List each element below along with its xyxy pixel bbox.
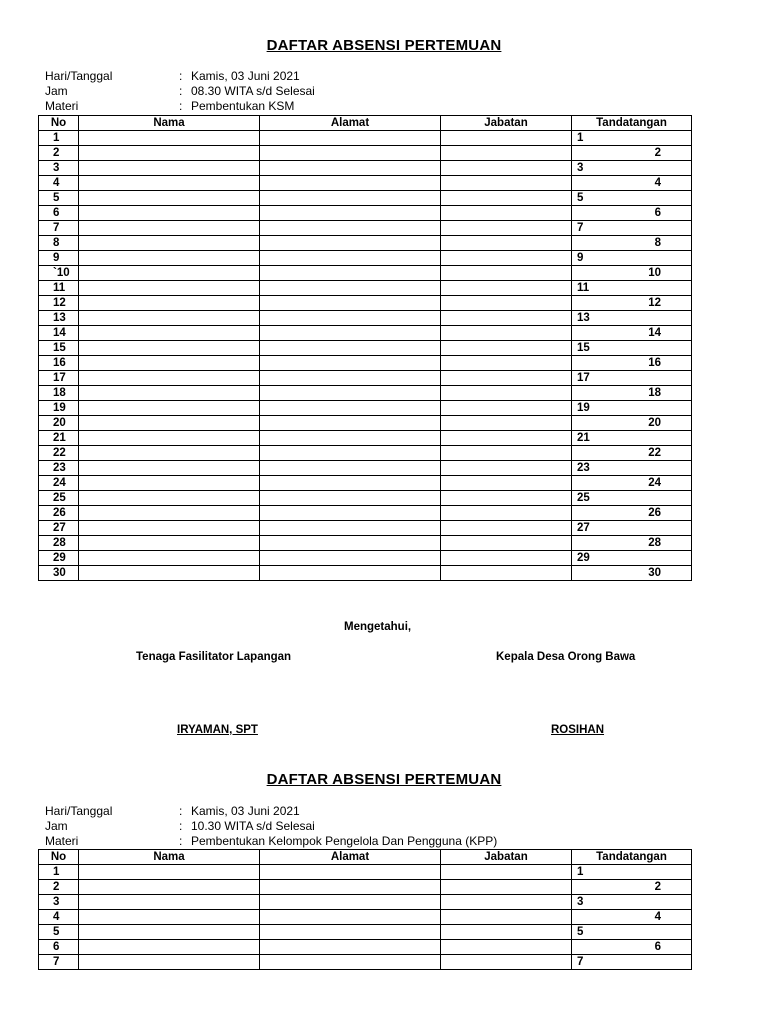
nama-cell <box>79 296 260 311</box>
nama-cell <box>79 191 260 206</box>
table-row <box>39 446 692 461</box>
signature-cell: 3 <box>572 161 692 176</box>
alamat-cell <box>260 401 441 416</box>
signature-cell: 5 <box>572 925 692 940</box>
signature-cell: 8 <box>572 236 692 251</box>
alamat-cell <box>260 146 441 161</box>
row-number: 20 <box>39 416 79 431</box>
signature-cell: 4 <box>572 176 692 191</box>
signature-cell: 29 <box>572 551 692 566</box>
alamat-cell <box>260 551 441 566</box>
page-title-second: DAFTAR ABSENSI PERTEMUAN <box>266 771 502 788</box>
meta-row-topic <box>45 99 294 114</box>
meta-colon: : <box>179 69 183 83</box>
signature-cell: 6 <box>572 206 692 221</box>
alamat-cell <box>260 865 441 880</box>
table-row <box>39 431 692 446</box>
table-row <box>39 311 692 326</box>
right-signer-role: Kepala Desa Orong Bawa <box>496 651 636 663</box>
meta-row-time <box>45 819 315 834</box>
jabatan-cell <box>441 416 572 431</box>
header-nama: Nama <box>79 850 260 865</box>
jabatan-cell <box>441 880 572 895</box>
signature-cell: 1 <box>572 131 692 146</box>
alamat-cell <box>260 371 441 386</box>
header-tandatangan: Tandatangan <box>572 116 692 131</box>
alamat-cell <box>260 461 441 476</box>
jabatan-cell <box>441 326 572 341</box>
signature-cell: 28 <box>572 536 692 551</box>
row-number: 22 <box>39 446 79 461</box>
meta-colon: : <box>179 84 183 98</box>
row-number: 6 <box>39 206 79 221</box>
table-row <box>39 386 692 401</box>
alamat-cell <box>260 176 441 191</box>
nama-cell <box>79 461 260 476</box>
alamat-cell <box>260 506 441 521</box>
nama-cell <box>79 146 260 161</box>
nama-cell <box>79 326 260 341</box>
nama-cell <box>79 910 260 925</box>
table-row <box>39 191 692 206</box>
nama-cell <box>79 431 260 446</box>
jabatan-cell <box>441 161 572 176</box>
jabatan-cell <box>441 401 572 416</box>
row-number: 9 <box>39 251 79 266</box>
meta-colon: : <box>179 804 183 818</box>
meta-value: Pembentukan Kelompok Pengelola Dan Pengguna (KPP) <box>191 834 498 848</box>
jabatan-cell <box>441 521 572 536</box>
signature-cell: 23 <box>572 461 692 476</box>
table-row <box>39 865 692 880</box>
row-number: 5 <box>39 191 79 206</box>
jabatan-cell <box>441 221 572 236</box>
table-row <box>39 281 692 296</box>
header-nama: Nama <box>79 116 260 131</box>
nama-cell <box>79 221 260 236</box>
row-number: 19 <box>39 401 79 416</box>
table-row <box>39 356 692 371</box>
nama-cell <box>79 401 260 416</box>
alamat-cell <box>260 446 441 461</box>
header-tandatangan: Tandatangan <box>572 850 692 865</box>
meta-value: Kamis, 03 Juni 2021 <box>191 804 300 818</box>
alamat-cell <box>260 476 441 491</box>
table-row <box>39 206 692 221</box>
alamat-cell <box>260 221 441 236</box>
nama-cell <box>79 131 260 146</box>
signature-cell: 16 <box>572 356 692 371</box>
header-alamat: Alamat <box>260 116 441 131</box>
signature-cell: 19 <box>572 401 692 416</box>
jabatan-cell <box>441 341 572 356</box>
signature-cell: 3 <box>572 895 692 910</box>
alamat-cell <box>260 925 441 940</box>
table-row <box>39 176 692 191</box>
row-number: 27 <box>39 521 79 536</box>
meta-label: Materi <box>45 99 79 113</box>
row-number: 28 <box>39 536 79 551</box>
alamat-cell <box>260 491 441 506</box>
row-number: 15 <box>39 341 79 356</box>
nama-cell <box>79 311 260 326</box>
table-row <box>39 326 692 341</box>
jabatan-cell <box>441 311 572 326</box>
row-number: 13 <box>39 311 79 326</box>
meta-label: Jam <box>45 84 68 98</box>
jabatan-cell <box>441 461 572 476</box>
nama-cell <box>79 281 260 296</box>
jabatan-cell <box>441 940 572 955</box>
nama-cell <box>79 536 260 551</box>
row-number: 4 <box>39 176 79 191</box>
nama-cell <box>79 251 260 266</box>
row-number: `10 <box>39 266 79 281</box>
alamat-cell <box>260 341 441 356</box>
meta-label: Jam <box>45 819 68 833</box>
table-row <box>39 131 692 146</box>
signature-cell: 7 <box>572 221 692 236</box>
table-row <box>39 296 692 311</box>
jabatan-cell <box>441 491 572 506</box>
table-row <box>39 461 692 476</box>
nama-cell <box>79 386 260 401</box>
row-number: 5 <box>39 925 79 940</box>
meta-value: Kamis, 03 Juni 2021 <box>191 69 300 83</box>
nama-cell <box>79 566 260 581</box>
signature-cell: 15 <box>572 341 692 356</box>
meta-colon: : <box>179 834 183 848</box>
nama-cell <box>79 266 260 281</box>
meta-colon: : <box>179 99 183 113</box>
table-row <box>39 521 692 536</box>
jabatan-cell <box>441 146 572 161</box>
header-jabatan: Jabatan <box>441 850 572 865</box>
nama-cell <box>79 925 260 940</box>
jabatan-cell <box>441 551 572 566</box>
row-number: 3 <box>39 161 79 176</box>
row-number: 4 <box>39 910 79 925</box>
meta-value: 08.30 WITA s/d Selesai <box>191 84 315 98</box>
header-no: No <box>39 850 79 865</box>
alamat-cell <box>260 416 441 431</box>
jabatan-cell <box>441 895 572 910</box>
alamat-cell <box>260 281 441 296</box>
table-row <box>39 940 692 955</box>
row-number: 23 <box>39 461 79 476</box>
jabatan-cell <box>441 236 572 251</box>
row-number: 7 <box>39 955 79 970</box>
table-row <box>39 251 692 266</box>
jabatan-cell <box>441 431 572 446</box>
table-row <box>39 266 692 281</box>
alamat-cell <box>260 131 441 146</box>
alamat-cell <box>260 296 441 311</box>
jabatan-cell <box>441 910 572 925</box>
table-row <box>39 341 692 356</box>
alamat-cell <box>260 955 441 970</box>
table-row <box>39 476 692 491</box>
nama-cell <box>79 161 260 176</box>
signature-cell: 10 <box>572 266 692 281</box>
alamat-cell <box>260 161 441 176</box>
signature-cell: 18 <box>572 386 692 401</box>
signature-cell: 12 <box>572 296 692 311</box>
row-number: 1 <box>39 865 79 880</box>
signature-cell: 20 <box>572 416 692 431</box>
signature-cell: 1 <box>572 865 692 880</box>
signature-cell: 25 <box>572 491 692 506</box>
table-row <box>39 371 692 386</box>
nama-cell <box>79 955 260 970</box>
jabatan-cell <box>441 251 572 266</box>
jabatan-cell <box>441 206 572 221</box>
signature-cell: 7 <box>572 955 692 970</box>
jabatan-cell <box>441 386 572 401</box>
table-row <box>39 910 692 925</box>
left-signer-role: Tenaga Fasilitator Lapangan <box>136 651 292 663</box>
meta-colon: : <box>179 819 183 833</box>
nama-cell <box>79 940 260 955</box>
row-number: 29 <box>39 551 79 566</box>
nama-cell <box>79 880 260 895</box>
nama-cell <box>79 895 260 910</box>
alamat-cell <box>260 236 441 251</box>
jabatan-cell <box>441 865 572 880</box>
jabatan-cell <box>441 446 572 461</box>
nama-cell <box>79 491 260 506</box>
signature-cell: 22 <box>572 446 692 461</box>
row-number: 21 <box>39 431 79 446</box>
nama-cell <box>79 521 260 536</box>
alamat-cell <box>260 251 441 266</box>
table-row <box>39 536 692 551</box>
row-number: 8 <box>39 236 79 251</box>
table-row <box>39 161 692 176</box>
page-title: DAFTAR ABSENSI PERTEMUAN <box>266 37 502 54</box>
nama-cell <box>79 446 260 461</box>
alamat-cell <box>260 326 441 341</box>
signature-cell: 5 <box>572 191 692 206</box>
meta-row-date <box>45 804 300 819</box>
alamat-cell <box>260 191 441 206</box>
alamat-cell <box>260 940 441 955</box>
nama-cell <box>79 506 260 521</box>
table-row <box>39 401 692 416</box>
alamat-cell <box>260 311 441 326</box>
header-jabatan: Jabatan <box>441 116 572 131</box>
signature-cell: 2 <box>572 146 692 161</box>
jabatan-cell <box>441 371 572 386</box>
meta-label: Materi <box>45 834 79 848</box>
row-number: 2 <box>39 146 79 161</box>
nama-cell <box>79 865 260 880</box>
signature-cell: 14 <box>572 326 692 341</box>
table-row <box>39 506 692 521</box>
alamat-cell <box>260 566 441 581</box>
signature-cell: 13 <box>572 311 692 326</box>
meta-label: Hari/Tanggal <box>45 69 113 83</box>
attendance-table <box>38 115 692 581</box>
meta-row-topic <box>45 834 497 849</box>
signature-cell: 21 <box>572 431 692 446</box>
jabatan-cell <box>441 131 572 146</box>
left-signer-name: IRYAMAN, SPT <box>177 724 258 736</box>
table-row <box>39 895 692 910</box>
nama-cell <box>79 416 260 431</box>
table-row <box>39 146 692 161</box>
alamat-cell <box>260 521 441 536</box>
table-row <box>39 925 692 940</box>
jabatan-cell <box>441 925 572 940</box>
attendance-table-second <box>38 849 692 970</box>
table-row <box>39 955 692 970</box>
signature-cell: 4 <box>572 910 692 925</box>
signature-cell: 26 <box>572 506 692 521</box>
jabatan-cell <box>441 176 572 191</box>
signature-cell: 2 <box>572 880 692 895</box>
meta-row-time <box>45 84 315 99</box>
row-number: 1 <box>39 131 79 146</box>
row-number: 2 <box>39 880 79 895</box>
row-number: 25 <box>39 491 79 506</box>
table-row <box>39 416 692 431</box>
signature-cell: 17 <box>572 371 692 386</box>
right-signer-name: ROSIHAN <box>551 724 605 736</box>
row-number: 11 <box>39 281 79 296</box>
nama-cell <box>79 176 260 191</box>
table-header-row <box>39 116 692 131</box>
jabatan-cell <box>441 296 572 311</box>
row-number: 12 <box>39 296 79 311</box>
table-row <box>39 551 692 566</box>
row-number: 30 <box>39 566 79 581</box>
meta-value: Pembentukan KSM <box>191 99 295 113</box>
header-no: No <box>39 116 79 131</box>
meta-row-date <box>45 69 300 84</box>
approval-heading: Mengetahui, <box>344 621 412 633</box>
signature-cell: 30 <box>572 566 692 581</box>
nama-cell <box>79 236 260 251</box>
meta-value: 10.30 WITA s/d Selesai <box>191 819 315 833</box>
jabatan-cell <box>441 536 572 551</box>
row-number: 16 <box>39 356 79 371</box>
signature-cell: 11 <box>572 281 692 296</box>
row-number: 24 <box>39 476 79 491</box>
meta-label: Hari/Tanggal <box>45 804 113 818</box>
alamat-cell <box>260 880 441 895</box>
signature-cell: 9 <box>572 251 692 266</box>
nama-cell <box>79 551 260 566</box>
nama-cell <box>79 476 260 491</box>
header-alamat: Alamat <box>260 850 441 865</box>
signature-cell: 27 <box>572 521 692 536</box>
row-number: 7 <box>39 221 79 236</box>
table-row <box>39 880 692 895</box>
alamat-cell <box>260 206 441 221</box>
jabatan-cell <box>441 191 572 206</box>
row-number: 18 <box>39 386 79 401</box>
jabatan-cell <box>441 356 572 371</box>
jabatan-cell <box>441 476 572 491</box>
table-row <box>39 566 692 581</box>
alamat-cell <box>260 536 441 551</box>
row-number: 3 <box>39 895 79 910</box>
table-row <box>39 236 692 251</box>
nama-cell <box>79 371 260 386</box>
alamat-cell <box>260 386 441 401</box>
alamat-cell <box>260 266 441 281</box>
alamat-cell <box>260 431 441 446</box>
row-number: 6 <box>39 940 79 955</box>
row-number: 26 <box>39 506 79 521</box>
alamat-cell <box>260 356 441 371</box>
table-row <box>39 491 692 506</box>
jabatan-cell <box>441 266 572 281</box>
alamat-cell <box>260 895 441 910</box>
signature-cell: 24 <box>572 476 692 491</box>
jabatan-cell <box>441 506 572 521</box>
alamat-cell <box>260 910 441 925</box>
jabatan-cell <box>441 566 572 581</box>
row-number: 17 <box>39 371 79 386</box>
nama-cell <box>79 341 260 356</box>
jabatan-cell <box>441 281 572 296</box>
nama-cell <box>79 356 260 371</box>
table-row <box>39 221 692 236</box>
signature-cell: 6 <box>572 940 692 955</box>
row-number: 14 <box>39 326 79 341</box>
jabatan-cell <box>441 955 572 970</box>
table-header-row <box>39 850 692 865</box>
nama-cell <box>79 206 260 221</box>
